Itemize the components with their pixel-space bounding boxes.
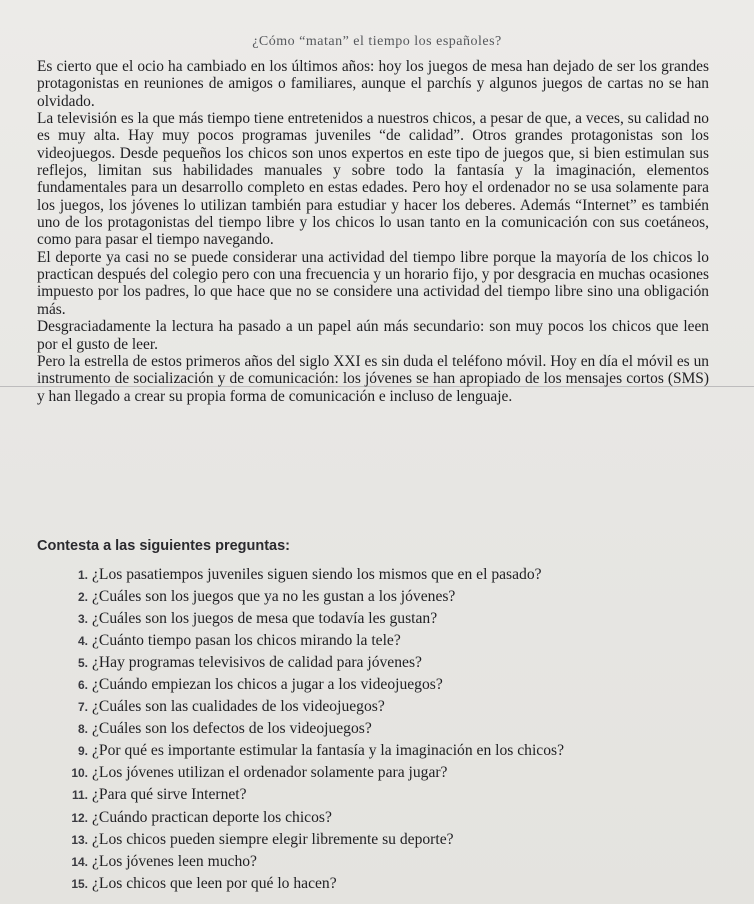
question-number: 2.	[77, 590, 88, 605]
question-item	[64, 718, 714, 740]
question-text: ¿Hay programas televisivos de calidad para jóvenes?	[92, 654, 422, 672]
question-number: 5.	[77, 656, 88, 671]
question-number: 15.	[71, 876, 88, 891]
question-text: ¿Los pasatiempos juveniles siguen siendo los mismos que en el pasado?	[92, 566, 542, 583]
question-item	[64, 873, 714, 895]
paragraph: El deporte ya casi no se puede considerar una actividad del tiempo libre porque la mayoría de los chicos lo practican después del colegio pero con una frecuencia y un horario fijo, y por desgracia en muchas ocasiones impuesto por los padres, lo que hace que no se considere una actividad del tiempo libre sino una obligación más.	[37, 248, 709, 318]
question-item	[64, 608, 714, 630]
questions-heading: Contesta a las siguientes preguntas:	[37, 538, 291, 554]
question-number: 3.	[77, 612, 88, 627]
question-number: 9.	[77, 744, 88, 759]
question-item	[64, 652, 714, 674]
question-number: 1.	[77, 568, 88, 582]
question-text: ¿Por qué es importante estimular la fantasía y la imaginación en los chicos?	[92, 742, 564, 760]
question-text: ¿Los jóvenes leen mucho?	[92, 852, 257, 870]
question-item	[64, 807, 714, 829]
paragraph: Pero la estrella de estos primeros años del siglo XXI es sin duda el teléfono móvil. Hoy en día el móvil es un instrumento de socialización y de comunicación: los jóvenes se han apropiado de los mensajes cortos (SMS) y han llegado a crear su propia forma de comunicación e incluso de lenguaje.	[37, 352, 709, 405]
question-number: 6.	[77, 678, 88, 693]
question-text: ¿Los chicos que leen por qué lo hacen?	[92, 874, 337, 892]
reading-text	[37, 58, 709, 405]
question-item	[64, 696, 714, 718]
question-item	[64, 674, 714, 696]
question-text: ¿Los jóvenes utilizan el ordenador solamente para jugar?	[92, 764, 448, 782]
question-number: 8.	[77, 722, 88, 737]
paragraph: Desgraciadamente la lectura ha pasado a un papel aún más secundario: son muy pocos los chicos que leen por el gusto de leer.	[37, 318, 709, 353]
question-item	[64, 829, 714, 851]
question-text: ¿Cuánto tiempo pasan los chicos mirando la tele?	[92, 632, 401, 650]
question-text: ¿Cuáles son los juegos de mesa que todavía les gustan?	[92, 610, 438, 628]
question-text: ¿Los chicos pueden siempre elegir libremente su deporte?	[92, 830, 454, 848]
question-number: 13.	[71, 832, 88, 847]
question-number: 12.	[71, 810, 88, 825]
page-title: ¿Cómo “matan” el tiempo los españoles?	[252, 34, 502, 49]
question-text: ¿Cuáles son los defectos de los videojuegos?	[92, 720, 372, 738]
question-item	[64, 740, 714, 762]
question-number: 4.	[77, 634, 88, 649]
question-list	[64, 564, 714, 895]
question-text: ¿Para qué sirve Internet?	[92, 786, 247, 804]
question-item	[64, 762, 714, 784]
question-number: 14.	[71, 854, 88, 869]
question-item	[64, 586, 714, 608]
question-number: 7.	[77, 700, 88, 715]
question-number: 11.	[71, 788, 88, 803]
paragraph: La televisión es la que más tiempo tiene entretenidos a nuestros chicos, a pesar de que, a veces, su calidad no es muy alta. Hay muy pocos programas juveniles “de calidad”. Otros grandes protagonistas son los videojuegos. Desde pequeños los chicos son unos expertos en este tipo de juegos que, si bien estimulan sus reflejos, limitan sus habilidades manuales y sobre todo la fantasía y la imaginación, elementos fundamentales para un desarrollo completo en estas edades. Pero hoy el ordenador no se usa solamente para los juegos, los jóvenes lo utilizan también para estudiar y hacer los deberes. Además “Internet” es también uno de los protagonistas del tiempo libre y los chicos lo usan tanto en la comunicación con sus coetáneos, como para pasar el tiempo navegando.	[37, 110, 709, 249]
question-item	[64, 784, 714, 806]
question-item	[64, 851, 714, 873]
question-item	[64, 630, 714, 652]
question-text: ¿Cuándo empiezan los chicos a jugar a los videojuegos?	[92, 676, 443, 694]
question-text: ¿Cuáles son los juegos que ya no les gustan a los jóvenes?	[92, 588, 456, 606]
paragraph: Es cierto que el ocio ha cambiado en los últimos años: hoy los juegos de mesa han dejado de ser los grandes protagonistas en reuniones de amigos o familiares, aunque el parchís y algunos juegos de cartas no se han olvidado.	[37, 58, 709, 110]
question-item	[64, 564, 714, 586]
question-text: ¿Cuándo practican deporte los chicos?	[92, 808, 332, 826]
question-number: 10.	[71, 766, 88, 781]
question-text: ¿Cuáles son las cualidades de los videojuegos?	[92, 698, 385, 716]
